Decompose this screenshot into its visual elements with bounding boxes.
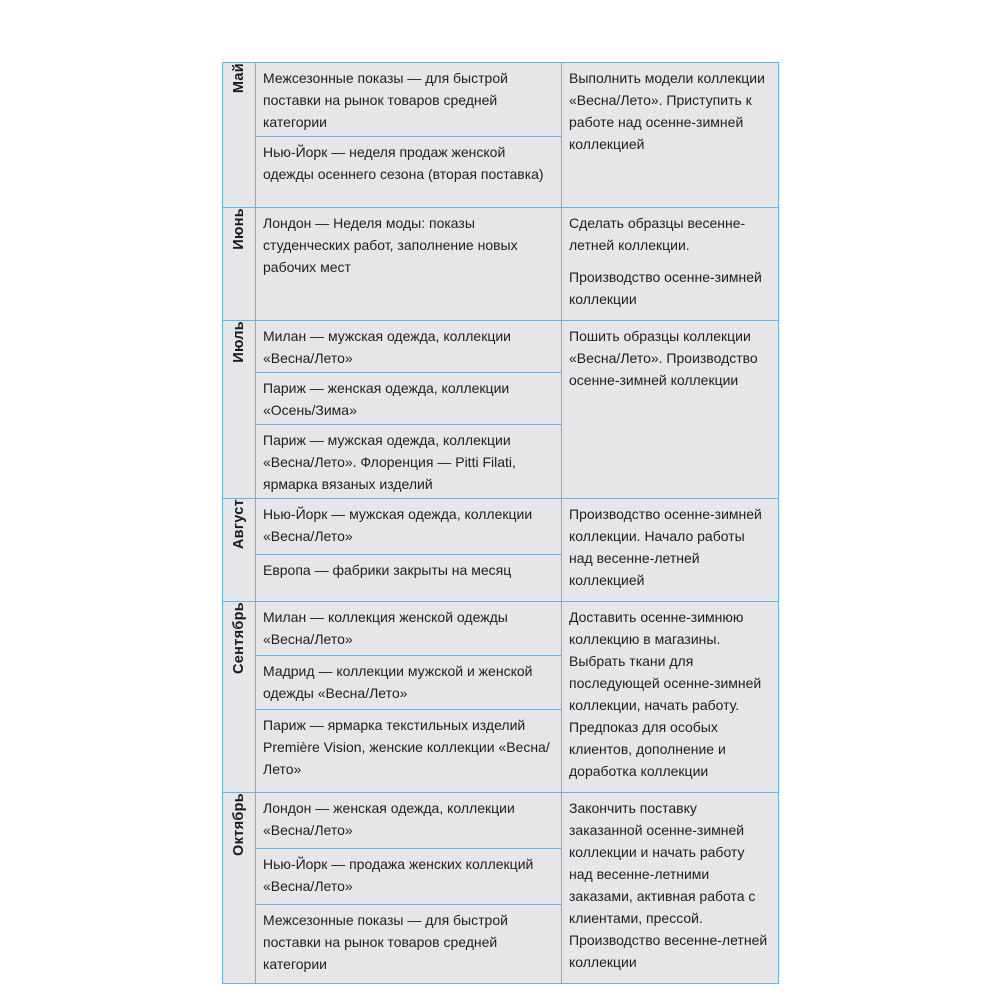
task-cell bbox=[562, 602, 779, 793]
event-cell bbox=[256, 208, 562, 321]
table-row bbox=[223, 793, 779, 849]
month-label: Июль bbox=[231, 321, 247, 363]
event-cell bbox=[256, 425, 562, 499]
event-text: Лондон — Неделя моды: показы студенческих работ, заполнение новых рабочих мест bbox=[263, 215, 518, 275]
event-text: Нью-Йорк — мужская одежда, коллекции «Весна/Лето» bbox=[263, 506, 533, 544]
month-label: Сентябрь bbox=[231, 602, 247, 674]
month-cell bbox=[223, 499, 256, 602]
event-text: Межсезонные показы — для быстрой поставки на рынок товаров средней категории bbox=[263, 70, 508, 130]
table-row bbox=[223, 602, 779, 656]
month-cell bbox=[223, 63, 256, 208]
month-label: Май bbox=[231, 63, 247, 94]
task-cell bbox=[562, 499, 779, 602]
month-label: Июнь bbox=[231, 208, 247, 250]
month-label: Август bbox=[231, 499, 247, 550]
event-cell bbox=[256, 602, 562, 656]
task-text: Производство осенне-зимней коллекции. Начало работы над весенне-летней коллекцией bbox=[569, 506, 762, 588]
event-text: Нью-Йорк — неделя продаж женской одежды осеннего сезона (вторая поставка) bbox=[263, 144, 544, 182]
task-text: Пошить образцы коллекции «Весна/Лето». Производство осенне-зимней коллекции bbox=[569, 328, 758, 388]
task-text: Выполнить модели коллекции «Весна/Лето». Приступить к работе над осенне-зимней коллекцией bbox=[569, 70, 765, 152]
event-text: Париж — женская одежда, коллекции «Осень/Зима» bbox=[263, 380, 510, 418]
table-row bbox=[223, 208, 779, 321]
month-cell bbox=[223, 602, 256, 793]
task-text: Производство осенне-зимней коллекции bbox=[569, 269, 762, 307]
event-cell bbox=[256, 63, 562, 137]
event-text: Париж — ярмарка текстильных изделий Première Vision, женские коллекции «Весна/Лето» bbox=[263, 716, 550, 777]
task-cell bbox=[562, 793, 779, 984]
event-cell bbox=[256, 848, 562, 904]
event-cell bbox=[256, 655, 562, 709]
event-text: Милан — мужская одежда, коллекции «Весна/Лето» bbox=[263, 328, 511, 366]
event-text: Межсезонные показы — для быстрой поставки на рынок товаров средней категории bbox=[263, 911, 508, 972]
month-cell bbox=[223, 793, 256, 984]
month-label: Октябрь bbox=[231, 793, 247, 856]
task-cell bbox=[562, 321, 779, 499]
task-text: Сделать образцы весенне-летней коллекции. bbox=[569, 215, 746, 253]
event-cell bbox=[256, 373, 562, 425]
schedule-table bbox=[222, 62, 779, 984]
task-text: Доставить осенне-зимнюю коллекцию в магазины. Выбрать ткани для последующей осенне-зимней коллекции, начать работу. Предпоказ для особых клиентов, дополнение и доработка коллекции bbox=[569, 609, 762, 779]
event-text: Милан — коллекция женской одежды «Весна/Лето» bbox=[263, 609, 508, 647]
task-text: Закончить поставку заказанной осенне-зимней коллекции и начать работу над весенне-летними заказами, активная работа с клиентами, прессой. Производство весенне-летней коллекции bbox=[569, 800, 768, 970]
month-cell bbox=[223, 321, 256, 499]
task-cell bbox=[562, 208, 779, 321]
event-text: Париж — мужская одежда, коллекции «Весна/Лето». Флоренция — Pitti Filati, ярмарка вязаных изделий bbox=[263, 432, 516, 492]
event-cell bbox=[256, 793, 562, 849]
event-text: Европа — фабрики закрыты на месяц bbox=[263, 561, 512, 578]
table-row bbox=[223, 63, 779, 137]
table-row bbox=[223, 499, 779, 555]
event-text: Мадрид — коллекции мужской и женской одежды «Весна/Лето» bbox=[263, 662, 533, 701]
event-cell bbox=[256, 137, 562, 208]
event-cell bbox=[256, 499, 562, 555]
event-cell bbox=[256, 554, 562, 601]
event-text: Лондон — женская одежда, коллекции «Весна/Лето» bbox=[263, 800, 515, 838]
event-cell bbox=[256, 321, 562, 373]
month-cell bbox=[223, 208, 256, 321]
event-text: Нью-Йорк — продажа женских коллекций «Весна/Лето» bbox=[263, 855, 534, 894]
event-cell bbox=[256, 904, 562, 983]
task-cell bbox=[562, 63, 779, 208]
table-row bbox=[223, 321, 779, 373]
event-cell bbox=[256, 709, 562, 792]
